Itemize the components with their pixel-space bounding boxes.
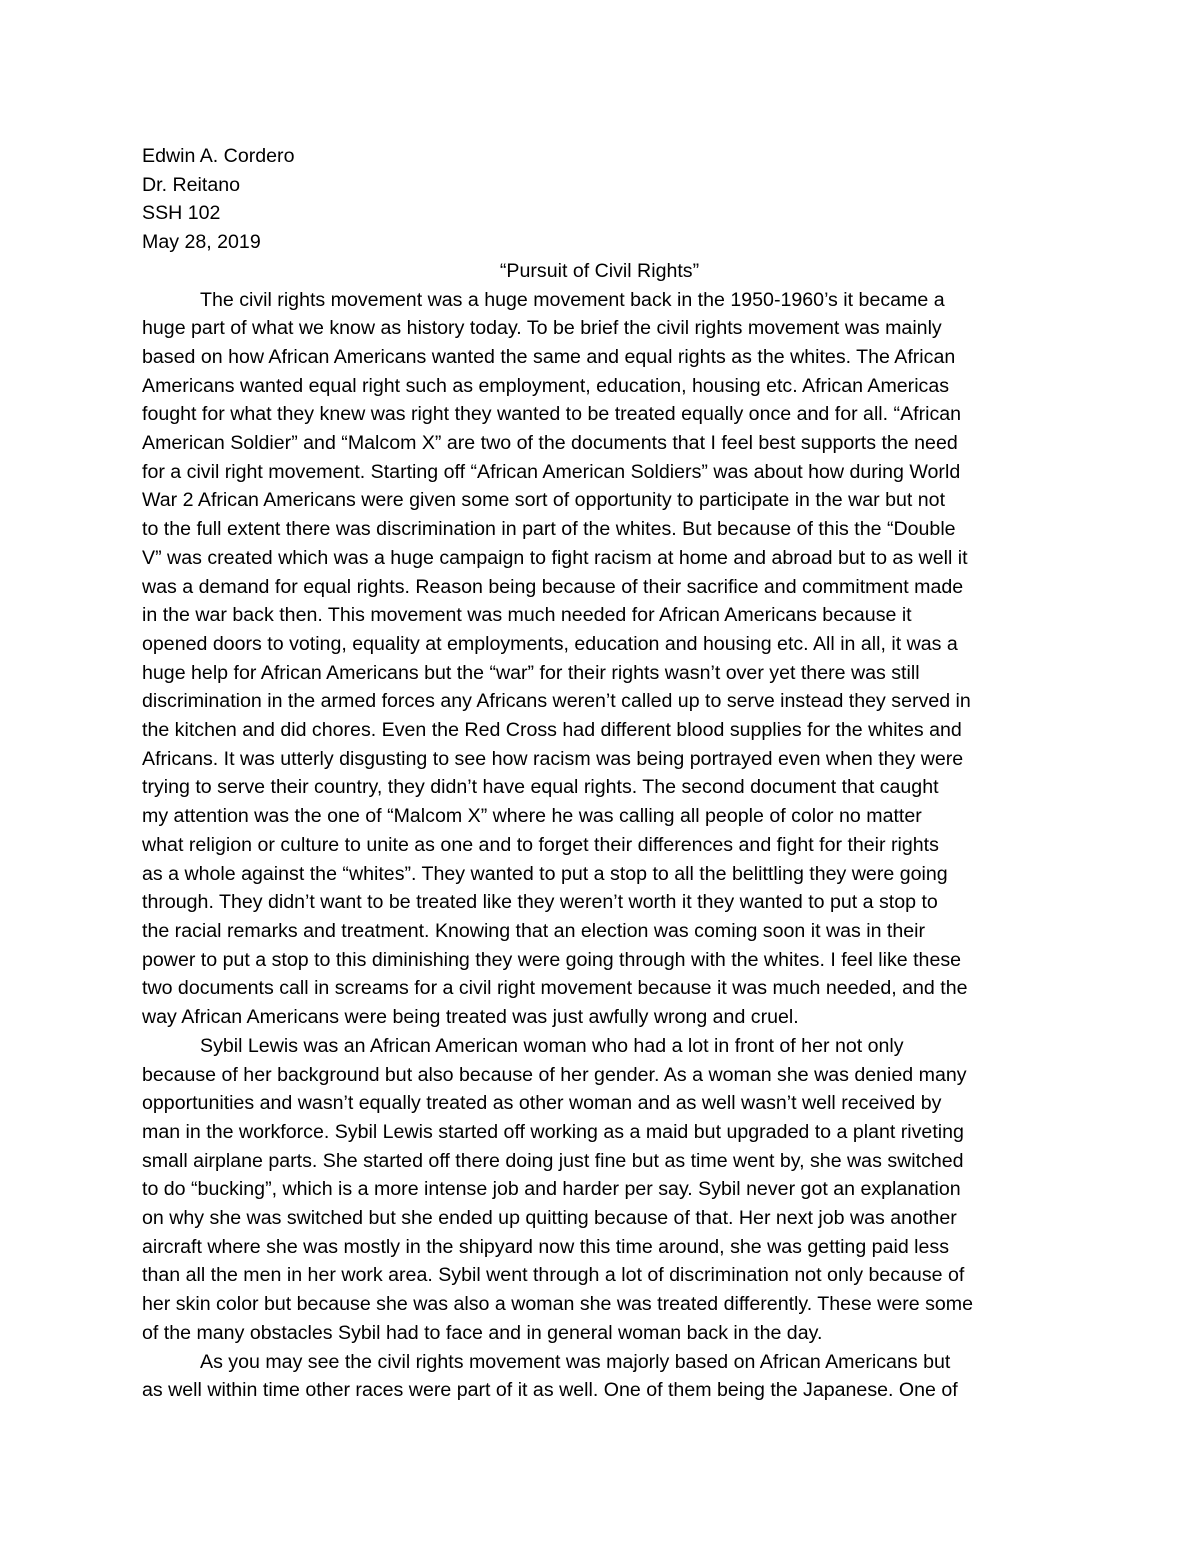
text-line: as well within time other races were part of it as well. One of them being the Japanese. One of [142, 1379, 958, 1402]
paragraph [142, 1032, 1057, 1348]
text-line: my attention was the one of “Malcom X” where he was calling all people of color no matter [142, 805, 922, 828]
text-line: opened doors to voting, equality at employments, education and housing etc. All in all, it was a [142, 632, 958, 655]
text-line: huge part of what we know as history today. To be brief the civil rights movement was mainly [142, 317, 942, 340]
text-line: of the many obstacles Sybil had to face and in general woman back in the day. [142, 1321, 823, 1344]
text-line: was a demand for equal rights. Reason being because of their sacrifice and commitment made [142, 575, 964, 598]
text-line: than all the men in her work area. Sybil went through a lot of discrimination not only because of [142, 1264, 965, 1287]
text-line: discrimination in the armed forces any Africans weren’t called up to serve instead they served in [142, 690, 971, 713]
text-line: on why she was switched but she ended up quitting because of that. Her next job was another [142, 1207, 957, 1230]
text-line: the racial remarks and treatment. Knowing that an election was coming soon it was in their [142, 919, 926, 942]
text-line: War 2 African Americans were given some sort of opportunity to participate in the war but not [142, 489, 946, 512]
text-line: Africans. It was utterly disgusting to see how racism was being portrayed even when they were [142, 747, 964, 770]
text-line: small airplane parts. She started off there doing just fine but as time went by, she was switched [142, 1149, 964, 1172]
text-line: trying to serve their country, they didn’t have equal rights. The second document that caught [142, 776, 939, 799]
text-line: V” was created which was a huge campaign to fight racism at home and abroad but to as well it [142, 546, 968, 569]
paragraph [142, 1348, 1057, 1405]
essay-date: May 28, 2019 [142, 231, 261, 254]
text-line: to do “bucking”, which is a more intense job and harder per say. Sybil never got an explanation [142, 1178, 961, 1201]
author-name: Edwin A. Cordero [142, 145, 295, 167]
text-line: as a whole against the “whites”. They wanted to put a stop to all the belittling they were going [142, 862, 948, 885]
text-line: two documents call in screams for a civil right movement because it was much needed, and the [142, 977, 968, 1000]
text-line: Sybil Lewis was an African American woman who had a lot in front of her not only [200, 1034, 904, 1057]
text-line: her skin color but because she was also a woman she was treated differently. These were some [142, 1293, 973, 1316]
essay-body [142, 142, 1057, 1405]
essay-title: “Pursuit of Civil Rights” [499, 259, 700, 282]
text-line: the kitchen and did chores. Even the Red Cross had different blood supplies for the whites and [142, 719, 962, 742]
text-line: what religion or culture to unite as one and to forget their differences and fight for their rights [142, 833, 939, 856]
instructor-name: Dr. Reitano [142, 173, 241, 196]
paragraph [142, 286, 1057, 1032]
text-line: power to put a stop to this diminishing they were going through with the whites. I feel like these [142, 948, 962, 971]
text-line: huge help for African Americans but the “war” for their rights wasn’t over yet there was still [142, 661, 920, 684]
essay-paragraphs [142, 286, 1057, 1405]
text-line: The civil rights movement was a huge movement back in the 1950-1960’s it became a [200, 288, 945, 311]
text-line: in the war back then. This movement was much needed for African Americans because it [142, 604, 912, 627]
text-line: man in the workforce. Sybil Lewis started off working as a maid but upgraded to a plant riveting [142, 1120, 964, 1143]
text-line: As you may see the civil rights movement was majorly based on African Americans but [200, 1350, 951, 1373]
text-line: fought for what they knew was right they wanted to be treated equally once and for all. “African [142, 403, 962, 426]
text-line: aircraft where she was mostly in the shipyard now this time around, she was getting paid less [142, 1235, 949, 1258]
text-line: based on how African Americans wanted the same and equal rights as the whites. The African [142, 345, 956, 368]
text-line: to the full extent there was discrimination in part of the whites. But because of this the “Double [142, 518, 956, 541]
heading-block [142, 142, 1057, 257]
text-line: through. They didn’t want to be treated like they weren’t worth it they wanted to put a stop to [142, 891, 938, 914]
course-code: SSH 102 [142, 202, 221, 225]
text-line: Americans wanted equal right such as employment, education, housing etc. African Americas [142, 374, 950, 397]
text-line: way African Americans were being treated was just awfully wrong and cruel. [142, 1006, 799, 1029]
text-line: because of her background but also because of her gender. As a woman she was denied many [142, 1063, 967, 1086]
text-line: for a civil right movement. Starting off “African American Soldiers” was about how during World [142, 460, 961, 483]
text-line: American Soldier” and “Malcom X” are two of the documents that I feel best supports the need [142, 432, 958, 455]
text-line: opportunities and wasn’t equally treated as other woman and as well wasn’t well received by [142, 1092, 942, 1115]
